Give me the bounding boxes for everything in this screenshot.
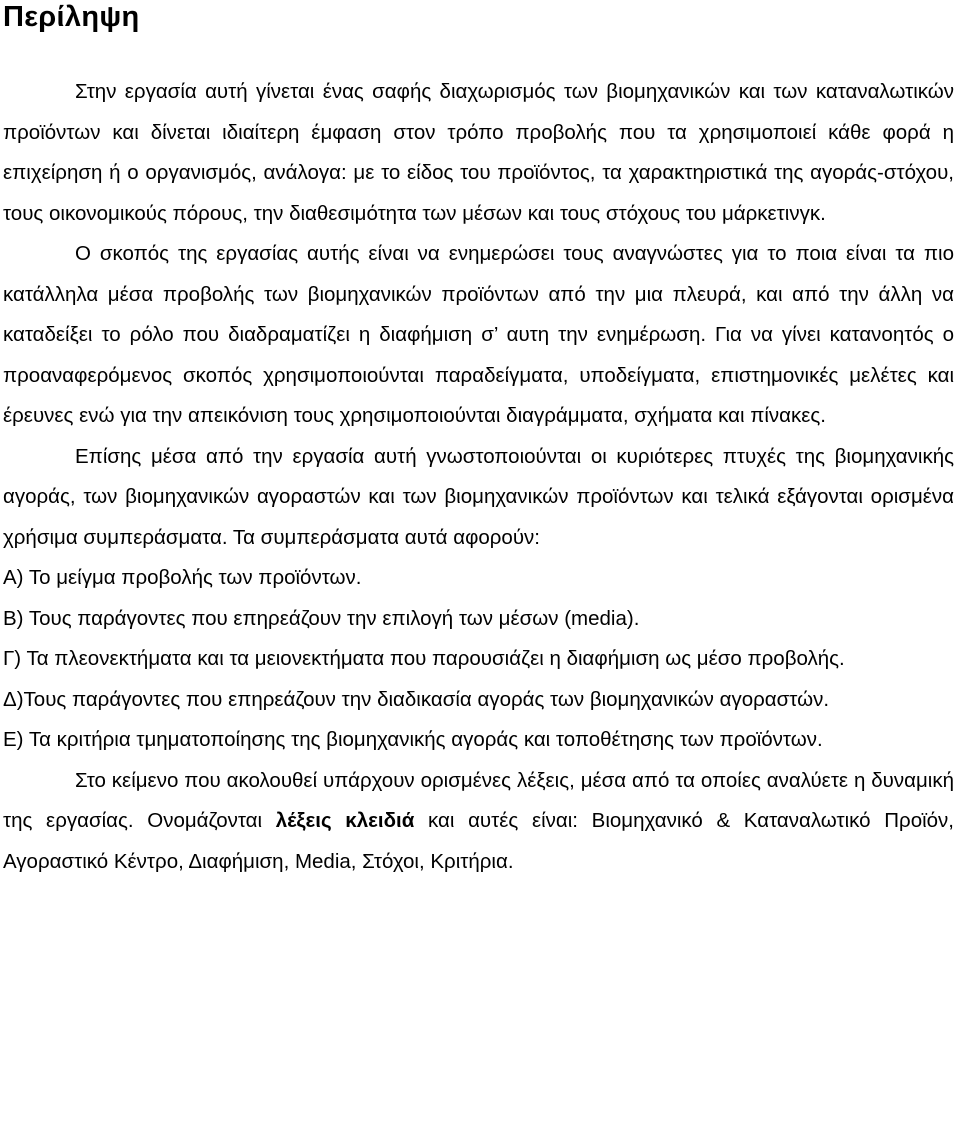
paragraph-intro: Στην εργασία αυτή γίνεται ένας σαφής διαχωρισμός των βιομηχανικών και των καταναλωτικών προϊόντων και δίνεται ιδιαίτερη έμφαση στον τρόπο προβολής που τα χρησιμοποιεί κάθε φορά η επιχείρηση ή ο οργανισμός, ανάλογα: με το είδος του προϊόντος, τα χαρακτηριστικά της αγοράς-στόχου, τους οικονομικούς πόρους, την διαθεσιμότητα των μέσων και τους στόχους του μάρκετινγκ. [3, 80, 954, 225]
keywords-label: λέξεις κλειδιά [275, 809, 415, 832]
page-title: Περίληψη [3, 1, 140, 33]
abstract-body [3, 72, 954, 882]
list-item-e: Ε) Τα κριτήρια τμηματοποίησης της βιομηχανικής αγοράς και τοποθέτησης των προϊόντων. [3, 728, 823, 751]
keywords-list-text: και αυτές είναι: Βιομηχανικό & Καταναλωτικό Προϊόν, Αγοραστικό Κέντρο, Διαφήμιση, Media, Στόχοι, Κριτήρια. [3, 809, 955, 873]
keywords-intro-text: Στο κείμενο που ακολουθεί υπάρχουν ορισμένες λέξεις, μέσα από τα οποίες αναλύετε η δυναμική της εργασίας. Ονομάζονται [3, 768, 954, 832]
list-item-c: Γ) Τα πλεονεκτήματα και τα μειονεκτήματα που παρουσιάζει η διαφήμιση ως μέσο προβολής. [3, 647, 845, 670]
paragraph-purpose: Ο σκοπός της εργασίας αυτής είναι να ενημερώσει τους αναγνώστες για το ποια είναι τα πιο κατάλληλα μέσα προβολής των βιομηχανικών προϊόντων από την μια πλευρά, και από την άλλη να καταδείξει το ρόλο που διαδραματίζει η διαφήμιση σ’ αυτη την ενημέρωση. Για να γίνει κατανοητός ο προαναφερόμενος σκοπός χρησιμοποιούνται παραδείγματα, υποδείγματα, επιστημονικές μελέτες και έρευνες ενώ για την απεικόνιση τους χρησιμοποιούνται διαγράμματα, σχήματα και πίνακες. [3, 242, 954, 427]
list-item-d: Δ)Τους παράγοντες που επηρεάζουν την διαδικασία αγοράς των βιομηχανικών αγοραστών. [3, 687, 830, 711]
list-item-a: Α) Το μείγμα προβολής των προϊόντων. [3, 566, 362, 589]
list-item-b: Β) Τους παράγοντες που επηρεάζουν την επιλογή των μέσων (media). [3, 606, 640, 630]
paragraph-keywords [3, 761, 954, 883]
paragraph-conclusions: Επίσης μέσα από την εργασία αυτή γνωστοποιούνται οι κυριότερες πτυχές της βιομηχανικής αγοράς, των βιομηχανικών αγοραστών και των βιομηχανικών προϊόντων και τελικά εξάγονται ορισμένα χρήσιμα συμπεράσματα. Τα συμπεράσματα αυτά αφορούν: [3, 444, 954, 549]
